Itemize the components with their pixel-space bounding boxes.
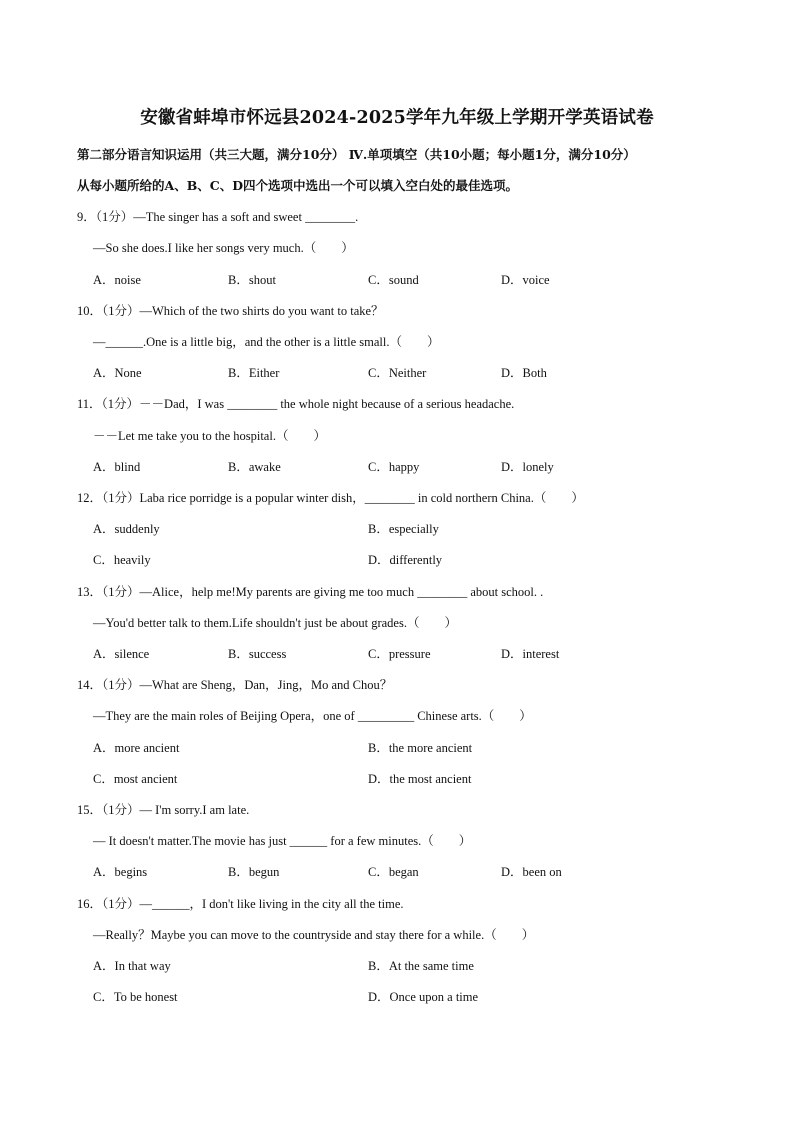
question-11-response: －－Let me take you to the hospital.（ ） [93,429,326,443]
question-16-option-c: C．To be honest [93,990,178,1004]
question-10-option-b: B．Either [228,366,280,380]
question-12: 12．（1分）Laba rice porridge is a popular winter dish，________ in cold northern China.（ ） [77,491,584,505]
question-9-option-c: C．sound [368,273,419,287]
question-11-option-b: B．awake [228,460,281,474]
question-16-option-b: B．At the same time [368,959,474,973]
question-12-option-b: B．especially [368,522,439,536]
question-10-response: —______.One is a little big，and the other is a little small.（ ） [93,335,440,349]
question-13-response: —You'd better talk to them.Life shouldn't just be about grades.（ ） [93,616,457,630]
question-9-response: —So she does.I like her songs very much.（ ） [93,241,354,255]
question-14-option-a: A．more ancient [93,741,180,755]
question-14-response: —They are the main roles of Beijing Opera，one of _________ Chinese arts.（ ） [93,709,532,723]
question-13-option-a: A．silence [93,647,150,661]
section-header: 第二部分语言知识运用（共三大题，满分10分） Ⅳ.单项填空（共10小题；每小题1分，满分10分） [77,147,636,162]
question-10: 10．（1分）—Which of the two shirts do you want to take？ [77,304,384,318]
question-15-option-a: A．begins [93,865,148,879]
question-14: 14．（1分）—What are Sheng，Dan，Jing，Mo and Chou？ [77,678,393,692]
question-9: 9．（1分）—The singer has a soft and sweet ________. [77,210,359,224]
question-13-option-b: B．success [228,647,287,661]
question-9-option-b: B．shout [228,273,276,287]
question-15-response: — It doesn't matter.The movie has just ______ for a few minutes.（ ） [93,834,472,848]
question-11-option-c: C．happy [368,460,420,474]
question-14-option-b: B．the more ancient [368,741,473,755]
question-10-option-a: A．None [93,366,142,380]
question-15-option-c: C．began [368,865,419,879]
question-14-option-d: D．the most ancient [368,772,472,786]
question-14-option-c: C．most ancient [93,772,178,786]
question-12-option-c: C．heavily [93,553,151,567]
instruction-text: 从每小题所给的A、B、C、D四个选项中选出一个可以填入空白处的最佳选项。 [77,178,519,193]
question-15-option-d: D．been on [501,865,562,879]
question-16: 16．（1分）—______，I don't like living in the city all the time. [77,897,404,911]
question-11-option-a: A．blind [93,460,141,474]
question-13-option-c: C．pressure [368,647,431,661]
question-10-option-c: C．Neither [368,366,427,380]
question-9-option-d: D．voice [501,273,550,287]
question-11-option-d: D．lonely [501,460,554,474]
question-15-option-b: B．begun [228,865,280,879]
question-16-option-d: D．Once upon a time [368,990,479,1004]
question-13: 13．（1分）—Alice，help me!My parents are giving me too much ________ about school. . [77,585,544,599]
question-16-option-a: A．In that way [93,959,171,973]
question-10-option-d: D．Both [501,366,547,380]
question-11: 11．（1分）－－Dad，I was ________ the whole night because of a serious headache. [77,397,515,411]
question-12-option-a: A．suddenly [93,522,160,536]
page-title: 安徽省蚌埠市怀远县2024-2025学年九年级上学期开学英语试卷 [140,108,654,128]
question-12-option-d: D．differently [368,553,443,567]
question-15: 15．（1分）— I'm sorry.I am late. [77,803,250,817]
question-16-response: —Really？Maybe you can move to the countryside and stay there for a while.（ ） [93,928,535,942]
question-13-option-d: D．interest [501,647,560,661]
question-9-option-a: A．noise [93,273,141,287]
